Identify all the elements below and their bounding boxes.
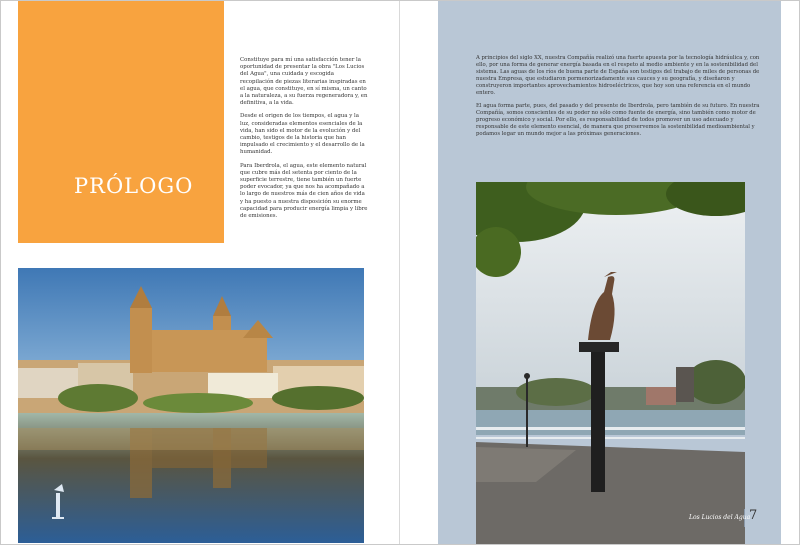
page-number: 7 bbox=[749, 508, 758, 523]
cathedral-photo-illustration bbox=[18, 268, 364, 543]
left-paragraph-2: Desde el origen de los tiempos, el agua y la luz, consideradas elementos esenciales de la vida, han sido el motor de la evolución y del cambio, testigos de la historia que han impulsado el crecimiento y el desarrollo de la humanidad. bbox=[240, 113, 365, 156]
page-title: PRÓLOGO bbox=[74, 174, 194, 198]
left-paragraph-3: Para Iberdrola, el agua, este elemento natural que cubre más del setenta por ciento de la superficie terrestre, tiene también un fuerte poder evocador, ya que nos ha acompañado a lo largo de nuestros más de cien años de vida y ha puesto a nuestra disposición su enorme capacidad para producir energía limpia y libre de emisiones. bbox=[240, 162, 368, 220]
book-title-caption: Los Lucios del Agua bbox=[689, 514, 751, 521]
left-body-text bbox=[240, 57, 368, 226]
left-paragraph-1: Constituye para mí una satisfacción tener la oportunidad de presentar la obra "Los Lucios del Agua", una cuidada y escogida recopilación de piezas literarias inspiradas en el agua, que constituye, en sí misma, un canto a la naturaleza, a su fuerza regeneradora y, en definitiva, a la vida. bbox=[240, 57, 368, 107]
right-body-text bbox=[476, 55, 766, 143]
right-paragraph-2: El agua forma parte, pues, del pasado y del presente de Iberdrola, pero también de su futuro. En nuestra Compañía, somos conscientes de su poder no sólo como fuente de energía, sino también como motor de progreso económico y social. Por ello, es responsabilidad de todos promover un uso adecuado y responsable de este elemento esencial, de manera que preservemos la sostenibilidad medioambiental y podamos legar un mundo mejor a las próximas generaciones. bbox=[476, 102, 760, 137]
cathedral-reflection-photo bbox=[18, 268, 364, 543]
riverside-sculpture-photo bbox=[476, 182, 745, 545]
right-page bbox=[400, 0, 800, 545]
right-paragraph-1: A principios del siglo XX, nuestra Compañía realizó una fuerte apuesta por la tecnología hidráulica y, con ello, por una forma de generar energía basada en el respeto al medio ambiente y en la sostenibilidad del sistema. Las aguas de los ríos de buena parte de España son testigos del trabajo de miles de personas de nuestra Empresa, que estudiaron pormenorizadamente sus cauces y su geografía, y diseñaron y construyeron importantes aprovechamientos hidroeléctricos, que hoy son una referencia en el mundo entero. bbox=[476, 55, 760, 97]
title-block bbox=[18, 0, 224, 243]
sculpture-photo-illustration bbox=[476, 182, 745, 545]
